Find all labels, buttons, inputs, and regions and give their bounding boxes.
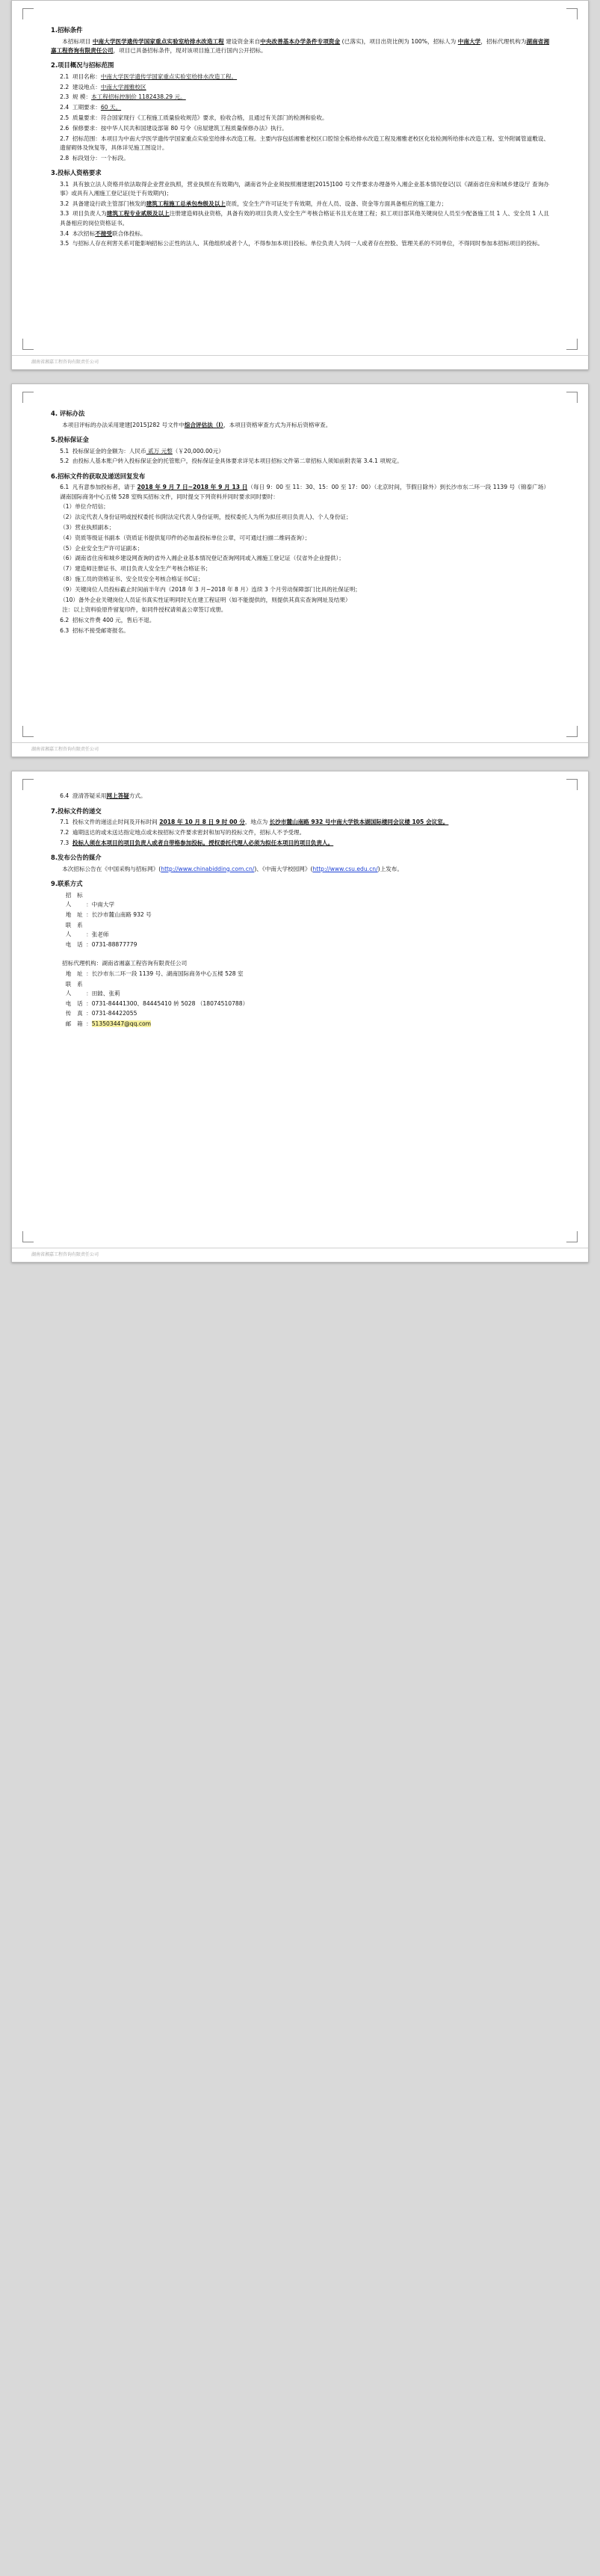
section-heading: 2.项目概况与招标范围 xyxy=(51,61,114,70)
text-run: ，项目已具备招标条件，现对该项目施工进行国内公开招标。 xyxy=(113,46,267,54)
text-run[interactable]: http://www.csu.edu.cn/ xyxy=(312,865,378,872)
text-run: （2）法定代表人身份证明或授权委托书(附法定代表人身份证明，授权委托人为所为拟任项目负责人)、个人身份证； xyxy=(60,514,352,521)
text-run: 本次招标 xyxy=(72,229,96,237)
text-run: 投标保证金的金额为：人民币 xyxy=(72,447,146,455)
clause-number: 7.3 xyxy=(60,839,69,846)
clause-number: 5.2 xyxy=(60,457,69,465)
contact-label: 电 话 xyxy=(65,940,85,948)
contact-value: 0731-84422055 xyxy=(91,1010,137,1017)
text-run: 工期要求： xyxy=(72,104,101,111)
text-run: 规 模： xyxy=(72,93,92,101)
text-run: 60 天。 xyxy=(100,104,122,111)
clause-number: 3.2 xyxy=(60,200,69,207)
text-run: 本项目评标的办法采用建建[2015]282 号文件中 xyxy=(62,421,185,428)
paragraph xyxy=(51,865,549,874)
text-run: 注：以上资料验原件留复印件，如同件授权请须盖公章签订成册。 xyxy=(62,606,227,614)
text-run: 中南大学湘雅校区 xyxy=(100,83,146,90)
page-corner-mark xyxy=(566,392,578,403)
contact-label: 联 系 人 xyxy=(65,921,85,937)
contact-field: 联 系 人 ：田錴、张莉 xyxy=(51,980,549,999)
numbered-clause xyxy=(51,616,549,625)
section-heading: 4. 评标办法 xyxy=(51,410,85,418)
text-run: （每日 9：00 至 11：30、15：00 至 17：00）（北京时间，节假日除外）到长沙市东二环一段 1139 号（锦泰广场）湖南国际商务中心五楼 528 室购买招标文件，同时提交下列资料并同时要求同时要时： xyxy=(60,484,549,500)
text-run: 保修要求：按中华人民共和国建设部第 80 号令《房屋建筑工程质量保修办法》执行。 xyxy=(72,124,288,132)
numbered-clause xyxy=(51,114,549,123)
contact-label: 招 标 人 xyxy=(65,891,85,908)
contact-value: 田錴、张莉 xyxy=(91,989,120,996)
spacer xyxy=(51,950,549,958)
text-run: 注册建造师执业资格，具备有效的项目负责人安全生产考核合格证书且无在建工程；拟工项目部其他关键岗位人员至少配备施工员 1 人、安全员 1 人且具备相应的岗位资格证书。 xyxy=(60,210,550,227)
clause-number: 6.3 xyxy=(60,627,69,635)
clause-number: 3.5 xyxy=(60,240,69,247)
numbered-clause xyxy=(51,73,549,81)
text-run: （10）备外企业关键岗位人员证书真实性证明同时无在建工程证明（如不能提供的，则提供其真实查询网址及结果） xyxy=(60,596,351,603)
page-corner-mark xyxy=(566,779,578,790)
page-corner-mark xyxy=(22,8,34,19)
page-corner-mark xyxy=(566,726,578,737)
clause-number: 3.3 xyxy=(60,210,69,218)
text-run: 中南大学医学遗传学国家重点实验室给排水改造工程。 xyxy=(100,73,238,80)
page-corner-mark xyxy=(566,8,578,19)
text-run: 长沙市麓山南路 932 号中南大学铁本湖国际楼同会议楼 105 会议室。 xyxy=(269,819,449,826)
blank-area xyxy=(51,1142,549,1254)
section-heading: 9.联系方式 xyxy=(51,880,83,888)
clause-number: 2.5 xyxy=(60,114,69,121)
section-heading: 6.招标文件的获取及递送回复发布 xyxy=(51,472,146,480)
document-page xyxy=(11,771,589,1263)
numbered-clause xyxy=(51,200,549,209)
page-corner-mark xyxy=(566,1231,578,1242)
text-run: 本招标项目 xyxy=(62,37,93,45)
numbered-clause xyxy=(51,93,549,102)
text-run: )上发布。 xyxy=(377,865,403,872)
contact-field: 传 真 ：0731-84422055 xyxy=(51,1009,549,1018)
numbered-clause xyxy=(51,154,549,163)
blank-area xyxy=(51,250,549,362)
clause-number: 2.2 xyxy=(60,83,69,90)
clause-number: 2.1 xyxy=(60,73,69,80)
section-heading: 1.招标条件 xyxy=(51,26,83,34)
text-run: 招标范围：本项目为中南大学医学遗传学国家重点实验室给排水改造工程。主要内容包括湘雅老校区口腔馆全栋给排水改造工程及湘雅老校区化妆检测所给排水改造工程、室外附属管道敷设、遗留砌体及恢复等，具体详见施工图设计。 xyxy=(60,135,549,151)
text-run: 中南大学医学遗传学国家重点实验室给排水改造工程 xyxy=(92,37,224,45)
contact-value: 长沙市麓山南路 932 号 xyxy=(91,910,152,918)
contact-field: 电 话 ：0731-88877779 xyxy=(51,940,549,949)
section-heading: 7.投标文件的递交 xyxy=(51,807,102,815)
page-corner-mark xyxy=(566,339,578,350)
contact-value: 0731-84441300、84445410 转 5028 （18074510788） xyxy=(91,999,249,1007)
numbered-clause xyxy=(51,792,549,801)
numbered-clause xyxy=(51,239,549,248)
clause-number: 5.1 xyxy=(60,447,69,455)
clause-number: 3.1 xyxy=(60,180,69,188)
text-run: 质量要求：符合国家现行《工程施工质量验收规范》要求，验收合格，且通过有关部门的检测和验收。 xyxy=(72,114,328,121)
text-run: 本次招标公告在《中国采购与招标网》( xyxy=(62,865,161,872)
text-run: 建设资金来自 xyxy=(223,37,261,45)
numbered-clause xyxy=(51,103,549,112)
text-run: 方式。 xyxy=(129,792,146,800)
numbered-clause xyxy=(51,828,549,837)
text-run: 项目名称： xyxy=(72,73,101,80)
text-run: )、《中南大学校园网》( xyxy=(254,865,313,872)
contact-label: 传 真 xyxy=(65,1010,85,1017)
page-content xyxy=(12,1,588,369)
contact-value: 中南大学 xyxy=(91,900,115,908)
clause-number: 6.4 xyxy=(60,792,69,800)
paragraph xyxy=(51,37,549,56)
page-corner-mark xyxy=(22,779,34,790)
numbered-clause xyxy=(51,124,549,133)
text-run: 投标文件的递送止时间及开标时间 xyxy=(72,819,160,826)
page-corner-mark xyxy=(22,392,34,403)
numbered-clause xyxy=(51,818,549,827)
section-heading: 3.投标人资格要求 xyxy=(51,168,102,176)
text-run: ，招标代理机构为 xyxy=(480,37,527,45)
text-run: （1）单位介绍信； xyxy=(60,503,109,511)
text-run: （9）关键岗位人员投标截止时间前半年内（2018 年 3 月~2018 年 8 月）连续 3 个月劳动保障部门比具的社保证明； xyxy=(60,585,361,593)
text-run: 与招标人存在利害关系可能影响招标公正性的法人、其他组织或者个人，不得参加本项目投标。单位负责人为同一人或者存在控股、管理关系的不同单位，不得同时参加本招标项目的投标。 xyxy=(72,240,544,247)
paragraph xyxy=(51,606,549,614)
text-run: ，地点为 xyxy=(244,819,270,826)
text-run: 标段划分：一个标段。 xyxy=(72,154,129,161)
numbered-clause xyxy=(51,457,549,466)
text-run: （3）营业执照副本； xyxy=(60,524,115,531)
page-corner-mark xyxy=(22,1231,34,1242)
numbered-clause xyxy=(51,135,549,153)
contact-field: 邮 箱 ：513503447@qq.com xyxy=(51,1020,549,1029)
text-run: 贰万 元整 xyxy=(146,447,173,455)
document-page xyxy=(11,0,589,370)
text-run: 中央改善基本办学条件专项资金 xyxy=(260,37,341,45)
text-run: 投标人须在本项目的项目负责人或者自带格参加投标。授权委托代理人必须为拟任本项目的项目负责人。 xyxy=(72,839,334,846)
sub-item xyxy=(51,534,549,543)
text-run: （4）资质等级证书副本（资质证书提供复印件的必加盖投标单位公章，可可通过扫描二维码查询）； xyxy=(60,534,311,541)
contact-label: 地 址 xyxy=(65,970,85,977)
contact-field: 地 址 ：长沙市东二环一段 1139 号、湖南国际商务中心五楼 528 室 xyxy=(51,970,549,979)
numbered-clause xyxy=(51,626,549,635)
sub-item xyxy=(51,585,549,594)
text-run: 逾期送达的或未送达指定地点或未按招标文件要求密封和加写的投标文件，招标人不予受理。 xyxy=(72,829,306,836)
paragraph xyxy=(51,959,549,968)
clause-number: 2.3 xyxy=(60,93,69,101)
text-run: 不接受 xyxy=(95,229,113,237)
text-run: 澄清答疑采用 xyxy=(72,792,107,800)
contact-value: 张老师 xyxy=(91,930,109,937)
page-footer: 湖南省湘嘉工程咨询有限责任公司 xyxy=(12,1248,588,1257)
text-run: (已落实)，项目出资比例为 100%，招标人为 xyxy=(340,37,458,45)
numbered-clause xyxy=(51,209,549,228)
sub-item xyxy=(51,575,549,584)
text-run: 中南大学 xyxy=(457,37,481,45)
numbered-clause xyxy=(51,447,549,456)
sub-item xyxy=(51,564,549,573)
clause-number: 2.8 xyxy=(60,154,69,161)
contact-label: 地 址 xyxy=(65,910,85,918)
sub-item xyxy=(51,596,549,605)
blank-area xyxy=(51,1030,549,1142)
text-run: 湖南省湘嘉工程咨询有限责任公司 xyxy=(51,37,550,54)
document-page xyxy=(11,383,589,757)
sub-item xyxy=(51,502,549,511)
text-run: 建设地点： xyxy=(72,83,101,90)
contact-value: 513503447@qq.com xyxy=(91,1020,152,1028)
blank-area xyxy=(51,637,549,749)
text-run: （6）湖南省住房和城乡建设网查询的省外入湘企业基本情况登记查询网同或入湘施工登记证（仅省外企业提供）； xyxy=(60,555,344,562)
contact-field: 电 话 ：0731-84441300、84445410 转 5028 （18074510788） xyxy=(51,999,549,1008)
contact-label: 电 话 xyxy=(65,999,85,1007)
text-run: 招标不接受邮寄报名。 xyxy=(72,627,129,635)
page-footer: 湖南省湘嘉工程咨询有限责任公司 xyxy=(12,742,588,752)
document-viewer xyxy=(0,0,600,1263)
sub-item xyxy=(51,513,549,522)
text-run: （7）建造师注册证书、项目负责人安全生产考核合格证书； xyxy=(60,565,211,573)
text-run: 联合体投标。 xyxy=(112,229,146,237)
clause-number: 6.2 xyxy=(60,617,69,624)
text-run[interactable]: http://www.chinabidding.com.cn/ xyxy=(161,865,255,872)
contact-field: 联 系 人 ：张老师 xyxy=(51,921,549,940)
text-run: 本工程招标控制价 1182438.29 元。 xyxy=(91,93,186,101)
page-footer: 湖南省湘嘉工程咨询有限责任公司 xyxy=(12,355,588,365)
page-content xyxy=(12,384,588,757)
text-run: 具备建设行政主管部门核发的 xyxy=(72,200,146,207)
numbered-clause xyxy=(51,83,549,92)
text-run: 2018 年 10 月 8 日 9 时 00 分 xyxy=(159,819,245,826)
contact-label: 联 系 人 xyxy=(65,980,85,996)
text-run: ，本项目资格审查方式为开标后资格审查。 xyxy=(223,421,332,428)
sub-item xyxy=(51,554,549,563)
text-run: （5）企业安全生产许可证副本； xyxy=(60,544,143,552)
clause-number: 6.1 xyxy=(60,484,69,491)
contact-label: 邮 箱 xyxy=(65,1020,85,1028)
sub-item xyxy=(51,523,549,532)
page-list xyxy=(0,0,600,1263)
text-run: 资质，安全生产许可证处于有效期，并在人员、设备、资金等方面具备相应的施工能力； xyxy=(225,200,448,207)
numbered-clause xyxy=(51,839,549,848)
text-run: 建筑工程专业贰级及以上 xyxy=(106,210,170,218)
paragraph xyxy=(51,421,549,430)
clause-number: 2.6 xyxy=(60,124,69,132)
text-run: （8）施工员的资格证书、安全员安全考核合格证书C证； xyxy=(60,576,204,583)
text-run: 由投标人基本账户转入投标保证金的托管账户，投标保证金具体要求详见本项目招标文件第二章招标人须知前附表第 3.4.1 项规定。 xyxy=(72,457,403,465)
clause-number: 2.4 xyxy=(60,104,69,111)
text-run: 2018 年 9 月 7 日~2018 年 9 月 13 日 xyxy=(137,484,248,491)
numbered-clause xyxy=(51,180,549,199)
page-content xyxy=(12,771,588,1262)
text-run: 项目负责人为 xyxy=(72,210,107,218)
text-run: 招标代理机构：湖南省湘嘉工程咨询有限责任公司 xyxy=(62,959,188,967)
text-run: 网上答疑 xyxy=(106,792,129,800)
text-run: 具有独立法人资格并依法取得企业营业执照，营业执照在有效期内，湖南省外企业须按照湘建建[2015]100 号文件要求办理备外入湘企业基本情况登记(以《湖南省住房和城乡建设厅 查询办事》或具有入湘施工登记证(处于有效期内)； xyxy=(60,180,549,197)
clause-number: 2.7 xyxy=(60,135,69,142)
text-run: 综合评估法（Ⅰ） xyxy=(184,421,224,428)
text-run: （￥20,000.00元） xyxy=(172,447,224,455)
section-heading: 5.投标保证金 xyxy=(51,436,89,444)
contact-value: 长沙市东二环一段 1139 号、湖南国际商务中心五楼 528 室 xyxy=(91,970,244,977)
text-run: 建筑工程施工总承包叁级及以上 xyxy=(146,200,226,207)
sub-item xyxy=(51,544,549,553)
clause-number: 7.1 xyxy=(60,819,69,826)
section-heading: 8.发布公告的媒介 xyxy=(51,854,102,862)
contact-field: 地 址 ：长沙市麓山南路 932 号 xyxy=(51,910,549,919)
text-run: 招标文件费 400 元，售后不退。 xyxy=(72,617,155,624)
text-run: 凡有意参加投标者，请于 xyxy=(72,484,137,491)
contact-field: 招 标 人 ：中南大学 xyxy=(51,891,549,910)
page-corner-mark xyxy=(22,339,34,350)
contact-value: 0731-88877779 xyxy=(91,940,137,948)
page-corner-mark xyxy=(22,726,34,737)
clause-number: 7.2 xyxy=(60,829,69,836)
numbered-clause xyxy=(51,229,549,238)
clause-number: 3.4 xyxy=(60,229,69,237)
numbered-clause xyxy=(51,483,549,502)
